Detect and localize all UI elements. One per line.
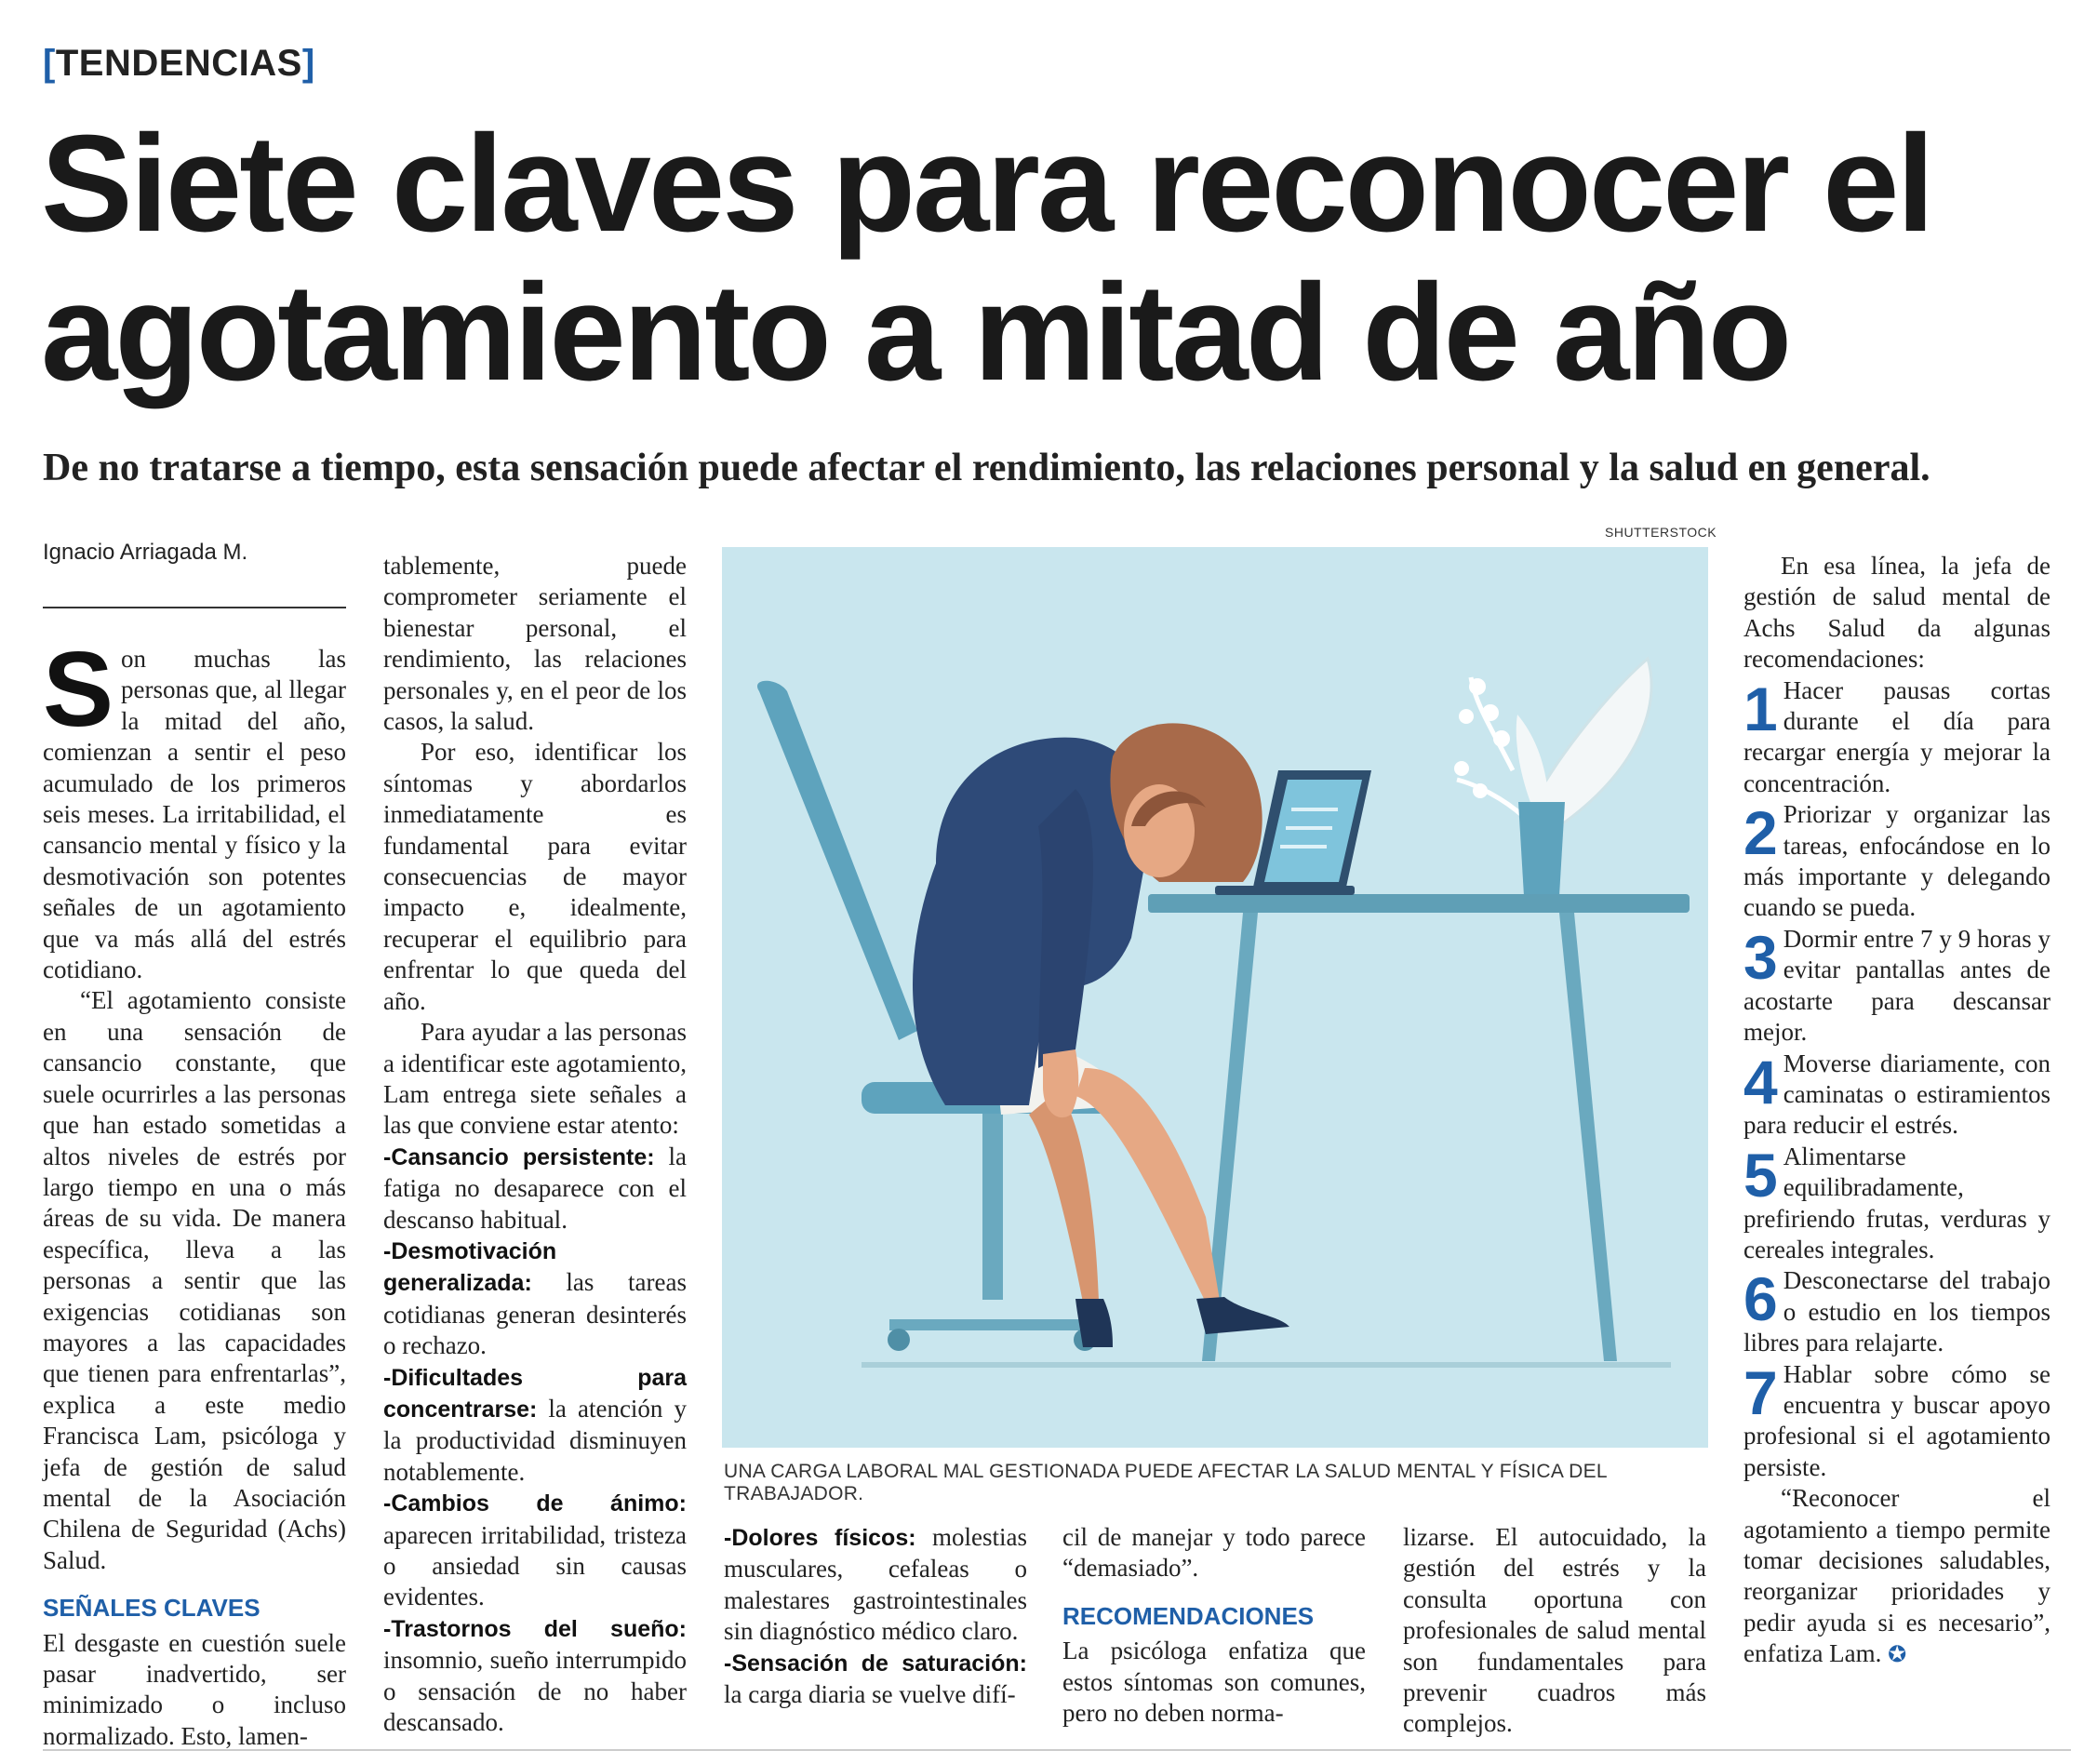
sign-label: -Sensación de saturación: [724,1650,1027,1677]
sign-item: -Cambios de ánimo: aparecen irritabilidad, tristeza o ansiedad sin causas evidentes. [383,1490,687,1611]
sign-item: -Trastornos del sueño: insomnio, sueño interrumpido o sensación de no haber descansado. [383,1615,687,1737]
chair-post [982,1114,1003,1300]
photo-credit: SHUTTERSTOCK [1605,525,1717,540]
recommendation-number: 2 [1743,798,1778,868]
chair-base [889,1319,1094,1330]
section-kicker: [TENDENCIAS] [43,43,315,84]
byline-rule [43,607,346,608]
recommendation-number: 1 [1743,674,1778,743]
laptop-base [1215,886,1355,895]
paragraph: Por eso, identificar los síntomas y abordarlos inmediatamente es fundamental para evitar consecuencias de mayor impacto e, idealmente, recuperar el equilibrio para enfrentar lo que queda del año. [383,738,687,1015]
sign-label: -Trastornos del sueño: [383,1615,687,1642]
sign-item: -Dificultades para concentrarse: la atención y la productividad disminuyen notablemente. [383,1364,687,1486]
kicker-label: TENDENCIAS [55,43,302,84]
illustration-svg [722,547,1708,1448]
recommendation-6: 6 Desconectarse del trabajo o estudio en los tiempos libres para relajarte. [1743,1264,2051,1357]
lead-paragraph [43,631,346,985]
column-2 [383,551,687,1738]
bottom-rule [43,1749,2071,1751]
end-of-article-icon: ✪ [1888,1641,1907,1668]
recommendation-4: 4 Moverse diariamente, con caminatas o estiramientos para reducir el estrés. [1743,1047,2051,1140]
deck: De no tratarse a tiempo, esta sensación puede afectar el rendimiento, las relaciones personal y la salud en general. [43,447,1930,489]
recommendation-number: 4 [1743,1047,1778,1116]
subhead-senales: SEÑALES CLAVES [43,1594,260,1623]
drop-cap: S [43,631,114,749]
recommendation-number: 6 [1743,1264,1778,1334]
recommendation-3: 3 Dormir entre 7 y 9 horas y evitar pantallas antes de acostarte para descansar mejor. [1743,922,2051,1047]
photo-caption: UNA CARGA LABORAL MAL GESTIONADA PUEDE AFECTAR LA SALUD MENTAL Y FÍSICA DEL TRABAJADOR. [724,1461,1608,1504]
byline: Ignacio Arriagada M. [43,540,248,565]
illustration-exhausted-worker [722,547,1708,1448]
sign-label: -Desmotivación generalizada: [383,1237,557,1297]
recommendation-5: 5 Alimentarse equilibradamente, prefiriendo frutas, verduras y cereales integrales. [1743,1140,2051,1263]
sign-label: -Dificultades para concentrarse: [383,1364,687,1423]
paragraph: “El agotamiento consiste en una sensación de cansancio constante, que suele ocurrirles a las personas que han estado sometidas a altos niveles de estrés por largo tiempo en una o más áreas de su vida. De manera específica, lleva a las personas a sentir que las exigencias cotidianas son mayores a las capacidades que tienen para enfrentarlas”, explica a este medio Francisca Lam, psicóloga y jefa de gestión de salud mental de la Asociación Chilena de Seguridad (Achs) Salud. [43,986,346,1574]
paragraph: En esa línea, la jefa de gestión de salud mental de Achs Salud da algunas recomendaciones: [1743,552,2051,674]
sign-item: -Dolores físicos: molestias musculares, cefaleas o malestares gastrointestinales sin diagnóstico médico claro. [724,1523,1027,1646]
closing-paragraph: “Reconocer el agotamiento a tiempo permite tomar decisiones saludables, reorganizar prioridades y pedir ayuda si es necesario”, enfatiza Lam. ✪ [1743,1484,2051,1668]
sign-item: -Cansancio persistente: la fatiga no desaparece con el descanso habitual. [383,1142,687,1234]
paragraph: El desgaste en cuestión suele pasar inadvertido, ser minimizado o incluso normalizado. Esto, lamen- [43,1628,346,1750]
recommendation-number: 7 [1743,1357,1778,1427]
column-3 [724,1522,1027,1710]
sign-label: -Cambios de ánimo: [383,1490,687,1517]
sign-label: -Cansancio persistente: [383,1143,655,1170]
paragraph: lizarse. El autocuidado, la gestión del estrés y la consulta oportuna con profesionales de salud mental son fundamentales para prevenir cuadros más complejos. [1403,1523,1706,1738]
hand [1043,1049,1078,1117]
column-4 [1062,1522,1366,1729]
recommendation-number: 5 [1743,1140,1778,1209]
recommendation-1: 1 Hacer pausas cortas durante el día para recargar energía y mejorar la concentración. [1743,674,2051,797]
recommendation-number: 3 [1743,922,1778,992]
headline: Siete claves para reconocer el agotamiento a mitad de año [41,107,1932,409]
sign-label: -Dolores físicos: [724,1525,916,1551]
recommendation-2: 2 Priorizar y organizar las tareas, enfocándose en lo más importante y delegando cuando se pueda. [1743,798,2051,922]
paragraph: tablemente, puede comprometer seriamente el bienestar personal, el rendimiento, las relaciones personales y, en el peor de los casos, la salud. [383,552,687,736]
sign-item: -Sensación de saturación: la carga diaria se vuelve difí- [724,1650,1027,1709]
lead-text: on muchas las personas que, al llegar la mitad del año, comienzan a sentir el peso acumulado de los primeros seis meses. La irritabilidad, el cansancio mental y físico y la desmotivación son potentes señales de un agotamiento que va más allá del estrés cotidiano. [43,645,346,984]
column-5 [1403,1522,1706,1740]
paragraph: La psicóloga enfatiza que estos síntomas son comunes, pero no deben norma- [1062,1637,1366,1728]
sign-item: -Desmotivación generalizada: las tareas cotidianas generan desinterés o rechazo. [383,1237,687,1360]
paragraph: Para ayudar a las personas a identificar este agotamiento, Lam entrega siete señales a las que conviene estar atento: [383,1018,687,1140]
recommendation-7: 7 Hablar sobre cómo se encuentra y buscar apoyo profesional si el agotamiento persiste. [1743,1357,2051,1481]
subhead-recomendaciones: RECOMENDACIONES [1062,1601,1315,1630]
desk-top [1148,894,1690,913]
column-1 [43,631,346,1752]
vase [1518,802,1565,896]
column-6 [1743,551,2051,1671]
floor-line [862,1362,1671,1368]
paragraph: cil de manejar y todo parece “demasiado”. [1062,1523,1366,1583]
